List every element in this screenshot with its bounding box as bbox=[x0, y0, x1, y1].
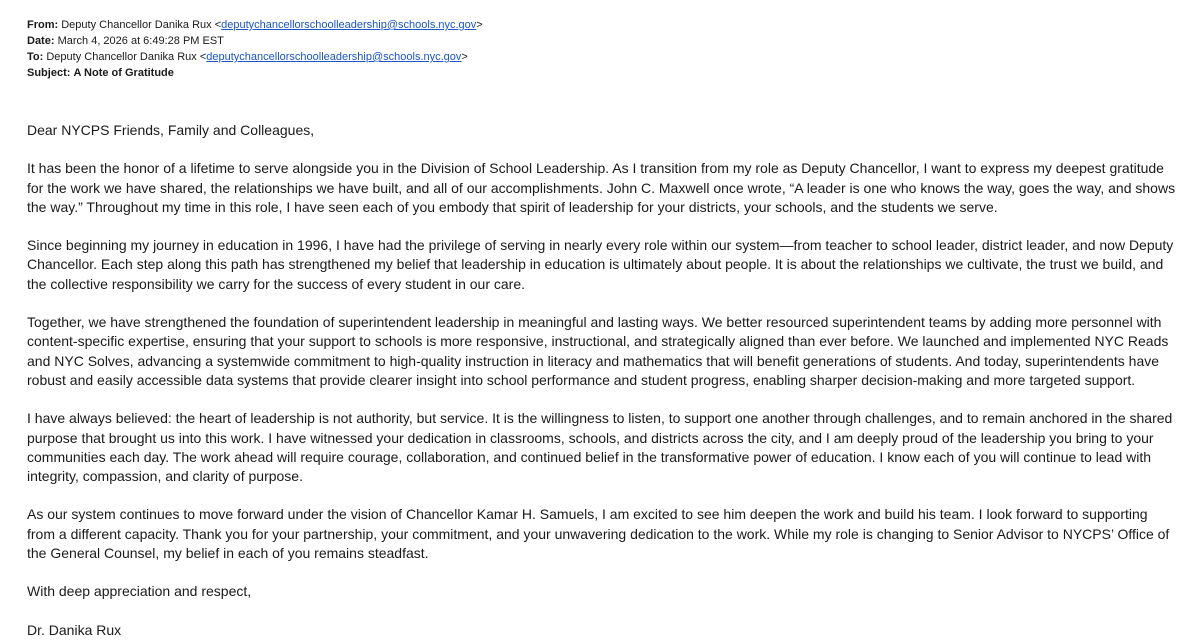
date-label: Date: bbox=[27, 35, 55, 47]
email-body bbox=[27, 121, 1177, 642]
from-email-link[interactable]: deputychancellorschoolleadership@schools.nyc.gov bbox=[221, 19, 477, 31]
body-paragraph: Since beginning my journey in education in 1996, I have had the privilege of serving in nearly every role within our system—from teacher to school leader, district leader, and now Deputy Chancellor. Each step along this path has strengthened my belief that leadership in education is ultimately about people. It is about the relationships we cultivate, the trust we build, and the collective responsibility we carry for the success of every student in our care. bbox=[27, 237, 1174, 292]
subject-label: Subject: bbox=[27, 67, 71, 79]
to-email-link[interactable]: deputychancellorschoolleadership@schools.nyc.gov bbox=[206, 51, 462, 63]
to-label: To: bbox=[27, 51, 44, 63]
subject-value: A Note of Gratitude bbox=[73, 67, 174, 79]
date-line bbox=[27, 33, 483, 49]
email-headers bbox=[27, 17, 483, 81]
subject-line bbox=[27, 65, 483, 81]
from-label: From: bbox=[27, 19, 59, 31]
body-paragraph: I have always believed: the heart of leadership is not authority, but service. It is the willingness to listen, to support one another through challenges, and to remain anchored in the shared purpose that brought us into this work. I have witnessed your dedication in classrooms, schools, and districts across the city, and I am deeply proud of the leadership you bring to your communities each day. The work ahead will require courage, collaboration, and continued belief in the transformative power of education. I know each of you will continue to lead with integrity, compassion, and clarity of purpose. bbox=[27, 410, 1173, 485]
greeting: Dear NYCPS Friends, Family and Colleagues, bbox=[27, 122, 315, 138]
body-paragraph: It has been the honor of a lifetime to serve alongside you in the Division of School Leadership. As I transition from my role as Deputy Chancellor, I want to express my deepest gratitude for the work we have shared, the relationships we have built, and all of our accomplishments. John C. Maxwell once wrote, “A leader is one who knows the way, goes the way, and shows the way.” Throughout my time in this role, I have seen each of you embody that spirit of leadership for your districts, your schools, and the students we serve. bbox=[27, 160, 1176, 215]
to-line: To: Deputy Chancellor Danika Rux <deputychancellorschoolleadership@schools.nyc.gov> bbox=[27, 51, 468, 63]
from-line: From: Deputy Chancellor Danika Rux <deputychancellorschoolleadership@schools.nyc.gov> bbox=[27, 19, 483, 31]
to-name: Deputy Chancellor Danika Rux bbox=[46, 51, 197, 63]
date-value: March 4, 2026 at 6:49:28 PM EST bbox=[57, 35, 224, 47]
from-name: Deputy Chancellor Danika Rux bbox=[61, 19, 212, 31]
body-paragraph: Together, we have strengthened the foundation of superintendent leadership in meaningful and lasting ways. We better resourced superintendent teams by adding more personnel with content-specific expertise, ensuring that your support to schools is more responsive, instructional, and strategically aligned than ever before. We launched and implemented NYC Reads and NYC Solves, advancing a systemwide commitment to high-quality instruction in literacy and mathematics that will benefit generations of students. And today, superintendents have robust and easily accessible data systems that provide clearer insight into school performance and student progress, enabling sharper decision-making and more targeted support. bbox=[27, 314, 1169, 388]
signature: Dr. Danika Rux bbox=[27, 621, 122, 638]
body-paragraph: As our system continues to move forward under the vision of Chancellor Kamar H. Samuels, I am excited to see him deepen the work and build his team. I look forward to supporting from a different capacity. Thank you for your partnership, your commitment, and your unwavering dedication to the work. While my role is changing to Senior Advisor to NYCPS’ Office of the General Counsel, my belief in each of you remains steadfast. bbox=[27, 506, 1170, 562]
closing: With deep appreciation and respect, bbox=[27, 583, 252, 600]
